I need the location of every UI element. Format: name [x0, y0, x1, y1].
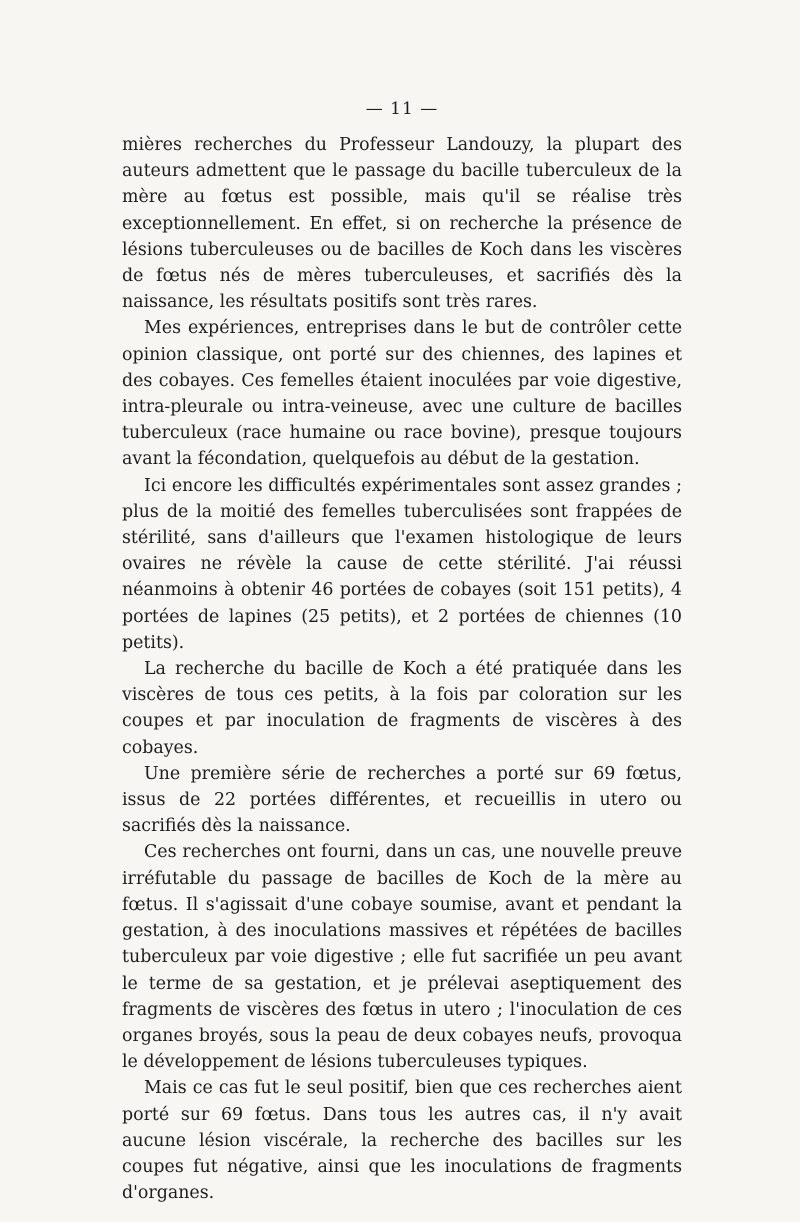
- paragraph-7: Mais ce cas fut le seul positif, bien que ces recherches aient porté sur 69 fœtus. Dans tous les autres cas, il n'y avait aucune lésion viscérale, la recherche des bacilles sur les coupes fut négative, ainsi que les inoculations de fragments d'organes.: [122, 1078, 682, 1204]
- paragraph-1: mières recherches du Professeur Landouzy, la plupart des auteurs admettent que le passage du bacille tuberculeux de la mère au fœtus est possible, mais qu'il se réalise très exceptionnellement. En effet, si on recherche la présence de lésions tuberculeuses ou de bacilles de Koch dans les viscères de fœtus nés de mères tuberculeuses, et sacrifiés dès la naissance, les résultats positifs sont très rares.: [122, 135, 682, 313]
- page-number: — 11 —: [365, 99, 439, 119]
- body-text: [122, 132, 682, 1206]
- paragraph-6: Ces recherches ont fourni, dans un cas, une nouvelle preuve irréfutable du passage de bacilles de Koch de la mère au fœtus. Il s'agissait d'une cobaye soumise, avant et pendant la gestation, à des inoculations massives et répétées de bacilles tuberculeux par voie digestive ; elle fut sacrifiée un peu avant le terme de sa gestation, et je prélevai aseptiquement des fragments de viscères des fœtus in utero ; l'inoculation de ces organes broyés, sous la peau de deux cobayes neufs, provoqua le développement de lésions tuberculeuses typiques.: [122, 842, 682, 1073]
- paragraph-5: Une première série de recherches a porté sur 69 fœtus, issus de 22 portées différentes, et recueillis in utero ou sacrifiés dès la naissance.: [122, 763, 682, 837]
- paragraph-4: La recherche du bacille de Koch a été pratiquée dans les viscères de tous ces petits, à la fois par coloration sur les coupes et par inoculation de fragments de viscères à des cobayes.: [122, 659, 682, 758]
- paragraph-3: Ici encore les difficultés expérimentales sont assez grandes ; plus de la moitié des femelles tuberculisées sont frappées de stérilité, sans d'ailleurs que l'examen histologique de leurs ovaires ne révèle la cause de cette stérilité. J'ai réussi néanmoins à obtenir 46 portées de cobayes (soit 151 petits), 4 portées de lapines (25 petits), et 2 portées de chiennes (10 petits).: [122, 475, 682, 653]
- paragraph-2: Mes expériences, entreprises dans le but de contrôler cette opinion classique, ont porté sur des chiennes, des lapines et des cobayes. Ces femelles étaient inoculées par voie digestive, intra-pleurale ou intra-veineuse, avec une culture de bacilles tuberculeux (race humaine ou race bovine), presque toujours avant la fécondation, quelquefois au début de la gestation.: [122, 318, 682, 470]
